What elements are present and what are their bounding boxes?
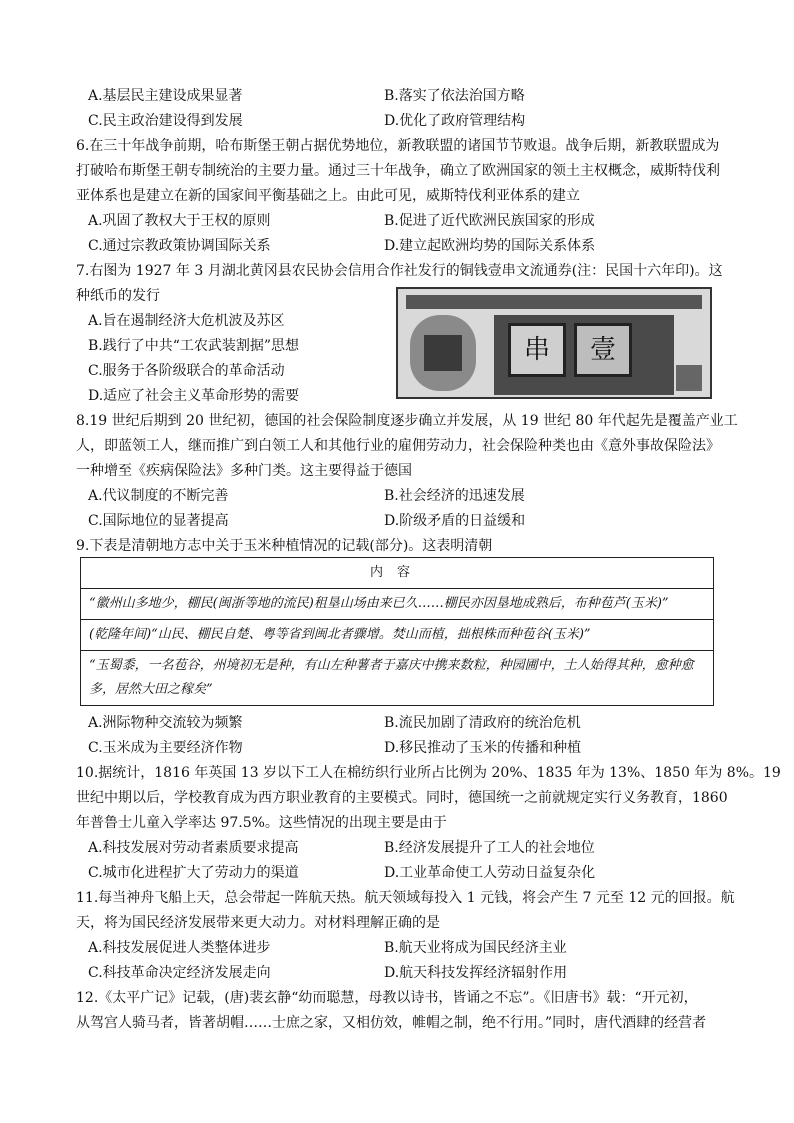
q5-option-a: A.基层民主建设成果显著 — [88, 88, 243, 104]
q5-option-d: D.优化了政府管理结构 — [384, 113, 526, 129]
q8-option-d: D.阶级矛盾的日益缓和 — [384, 513, 526, 529]
q9-table-header-row — [81, 558, 714, 589]
q5-option-b: B.落实了依法治国方略 — [384, 88, 525, 104]
q8-stem-line-3: 一种增至《疾病保险法》多种门类。这主要得益于德国 — [76, 463, 412, 479]
table-row — [81, 651, 714, 706]
q11-option-d: D.航天科技发挥经济辐射作用 — [384, 965, 568, 981]
q6-option-b: B.促进了近代欧洲民族国家的形成 — [384, 213, 595, 229]
q10-option-d: D.工业革命使工人劳动日益复杂化 — [384, 865, 596, 881]
table-row — [81, 620, 714, 651]
banknote-building-icon — [410, 315, 476, 391]
q9-table-cell-3: “玉蜀黍，一名苞谷，州境初无是种，有山左种薯者于嘉庆中携来数粒，种园圃中，土人始得其种，愈种愈多，居然大田之稼矣” — [81, 651, 714, 706]
q9-option-b: B.流民加剧了清政府的统治危机 — [384, 715, 581, 731]
q12-stem-line-1: 12.《太平广记》记载，(唐)裴玄静“幼而聪慧，母教以诗书，皆诵之不忘”。《旧唐书》载：“开元初， — [76, 990, 698, 1006]
q11-option-c: C.科技革命决定经济发展走向 — [88, 965, 271, 981]
q8-stem-line-1: 8.19 世纪后期到 20 世纪初，德国的社会保险制度逐步确立并发展，从 19 世纪 80 年代起先是覆盖产业工 — [76, 413, 738, 429]
q7-stem-line-2: 种纸币的发行 — [76, 288, 160, 304]
q9-option-d: D.移民推动了玉米的传播和种植 — [384, 740, 582, 756]
q9-option-c: C.玉米成为主要经济作物 — [88, 740, 243, 756]
q9-option-a: A.洲际物种交流较为频繁 — [88, 715, 243, 731]
q12-stem-line-2: 从驾宫人骑马者，皆著胡帽……士庶之家，又相仿效，帷帽之制，绝不行用。”同时，唐代酒肆的经营者 — [76, 1015, 707, 1031]
q9-stem: 9.下表是清朝地方志中关于玉米种植情况的记载(部分)。这表明清朝 — [76, 538, 493, 554]
q11-option-a: A.科技发展促进人类整体进步 — [88, 940, 271, 956]
q8-option-b: B.社会经济的迅速发展 — [384, 488, 525, 504]
q8-option-a: A.代议制度的不断完善 — [88, 488, 229, 504]
q10-option-c: C.城市化进程扩大了劳动力的渠道 — [88, 865, 299, 881]
banknote-seal-right: 壹 — [574, 323, 632, 377]
q6-option-c: C.通过宗教政策协调国际关系 — [88, 238, 271, 254]
q6-option-a: A.巩固了教权大于王权的原则 — [88, 213, 271, 229]
q5-option-c: C.民主政治建设得到发展 — [88, 113, 243, 129]
q7-option-c: C.服务于各阶级联合的革命活动 — [88, 363, 285, 379]
banknote-header-strip — [406, 295, 702, 309]
q7-option-b: B.践行了中共“工农武装割据”思想 — [88, 338, 300, 354]
q10-stem-line-1: 10.据统计，1816 年英国 13 岁以下工人在棉纺织行业所占比例为 20%、1835 年为 13%、1850 年为 8%。19 — [76, 765, 781, 781]
q10-option-b: B.经济发展提升了工人的社会地位 — [384, 840, 595, 856]
q9-table — [80, 557, 714, 706]
q6-stem-line-3: 亚体系也是建立在新的国家间平衡基础之上。由此可见，威斯特伐利亚体系的建立 — [76, 188, 580, 204]
banknote-corner-mark — [676, 365, 702, 391]
q9-table-cell-1: “徽州山多地少，棚民(闽浙等地的流民)租垦山场由来已久……棚民亦因垦地成熟后，布种苞芦(玉米)” — [81, 589, 714, 620]
banknote-image — [396, 287, 712, 399]
q8-stem-line-2: 人，即蓝领工人，继而推广到白领工人和其他行业的雇佣劳动力，社会保险种类也由《意外事故保险法》 — [76, 438, 720, 454]
q8-option-c: C.国际地位的显著提高 — [88, 513, 229, 529]
q6-option-d: D.建立起欧洲均势的国际关系体系 — [384, 238, 596, 254]
q6-stem-line-2: 打破哈布斯堡王朝专制统治的主要力量。通过三十年战争，确立了欧洲国家的领土主权概念，威斯特伐利 — [76, 163, 720, 179]
q10-stem-line-3: 年普鲁士儿童入学率达 97.5%。这些情况的出现主要是由于 — [76, 815, 447, 831]
table-row — [81, 589, 714, 620]
banknote-seal-left: 串 — [508, 323, 566, 377]
q7-option-d: D.适应了社会主义革命形势的需要 — [88, 388, 300, 404]
q11-stem-line-2: 天，将为国民经济发展带来更大动力。对材料理解正确的是 — [76, 915, 440, 931]
q9-table-cell-2: (乾隆年间)“山民、棚民自楚、粤等省到闽北者骤增。焚山而植，拙根株而种苞谷(玉米)” — [81, 620, 714, 651]
q9-table-header: 内容 — [81, 558, 714, 589]
q11-option-b: B.航天业将成为国民经济主业 — [384, 940, 567, 956]
q6-stem-line-1: 6.在三十年战争前期，哈布斯堡王朝占据优势地位，新教联盟的诸国节节败退。战争后期，新教联盟成为 — [76, 138, 720, 154]
q10-stem-line-2: 世纪中期以后，学校教育成为西方职业教育的主要模式。同时，德国统一之前就规定实行义务教育，1860 — [76, 790, 728, 806]
q7-stem-line-1: 7.右图为 1927 年 3 月湖北黄冈县农民协会信用合作社发行的铜钱壹串文流通券(注：民国十六年印)。这 — [76, 263, 723, 279]
q10-option-a: A.科技发展对劳动者素质要求提高 — [88, 840, 299, 856]
q11-stem-line-1: 11.每当神舟飞船上天，总会带起一阵航天热。航天领域每投入 1 元钱，将会产生 7 元至 12 元的回报。航 — [76, 890, 735, 906]
q7-option-a: A.旨在遏制经济大危机波及苏区 — [88, 313, 285, 329]
